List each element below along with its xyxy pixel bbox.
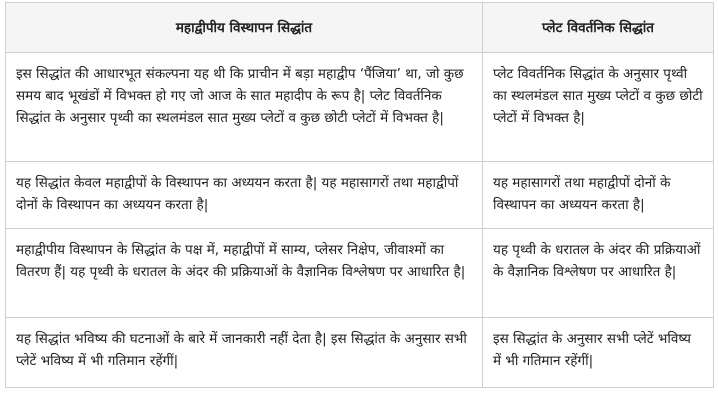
table-row [6,53,714,162]
table-cell: महाद्वीपीय विस्थापन के सिद्धांत के पक्ष में, महाद्वीपों में साम्य, प्लेसर निक्षेप, जीवाश्मों का वितरण हैं| यह पृथ्वी के धरातल के अंदर की प्रक्रियाओं के वैज्ञानिक विश्लेषण पर आधारित है| [6,229,483,318]
table-cell: यह पृथ्वी के धरातल के अंदर की प्रक्रियाओं के वैज्ञानिक विश्लेषण पर आधारित है| [483,229,714,318]
header-plate-tectonics: प्लेट विवर्तनिक सिद्धांत [483,3,714,53]
table-row [6,162,714,229]
table-cell: यह सिद्धांत केवल महाद्वीपों के विस्थापन का अध्ययन करता है| यह महासागरों तथा महाद्वीपों दोनों के विस्थापन का अध्ययन करता है| [6,162,483,229]
table-cell: यह महासागरों तथा महाद्वीपों दोनों के विस्थापन का अध्ययन करता है| [483,162,714,229]
table-row [6,318,714,388]
table-cell: इस सिद्धांत के अनुसार सभी प्लेटें भविष्य में भी गतिमान रहेंगीं| [483,318,714,388]
table-row [6,229,714,318]
comparison-table [5,2,714,388]
table-cell: इस सिद्धांत की आधारभूत संकल्पना यह थी कि प्राचीन में बड़ा महाद्वीप ‘पैंजिया’ था, जो कुछ समय बाद भूखंडों में विभक्त हो गए जो आज के सात महादीप के रूप है| प्लेट विवर्तनिक सिद्धांत के अनुसार पृथ्वी का स्थलमंडल सात मुख्य प्लेटों व कुछ छोटी प्लेटों में विभक्त है| [6,53,483,162]
table-cell: यह सिद्धांत भविष्य की घटनाओं के बारे में जानकारी नहीं देता है| इस सिद्धांत के अनुसार सभी प्लेटें भविष्य में भी गतिमान रहेंगीं| [6,318,483,388]
header-continental-drift: महाद्वीपीय विस्थापन सिद्धांत [6,3,483,53]
table-cell: प्लेट विवर्तनिक सिद्धांत के अनुसार पृथ्वी का स्थलमंडल सात मुख्य प्लेटों व कुछ छोटी प्लेटों में विभक्त है| [483,53,714,162]
header-row [6,3,714,53]
